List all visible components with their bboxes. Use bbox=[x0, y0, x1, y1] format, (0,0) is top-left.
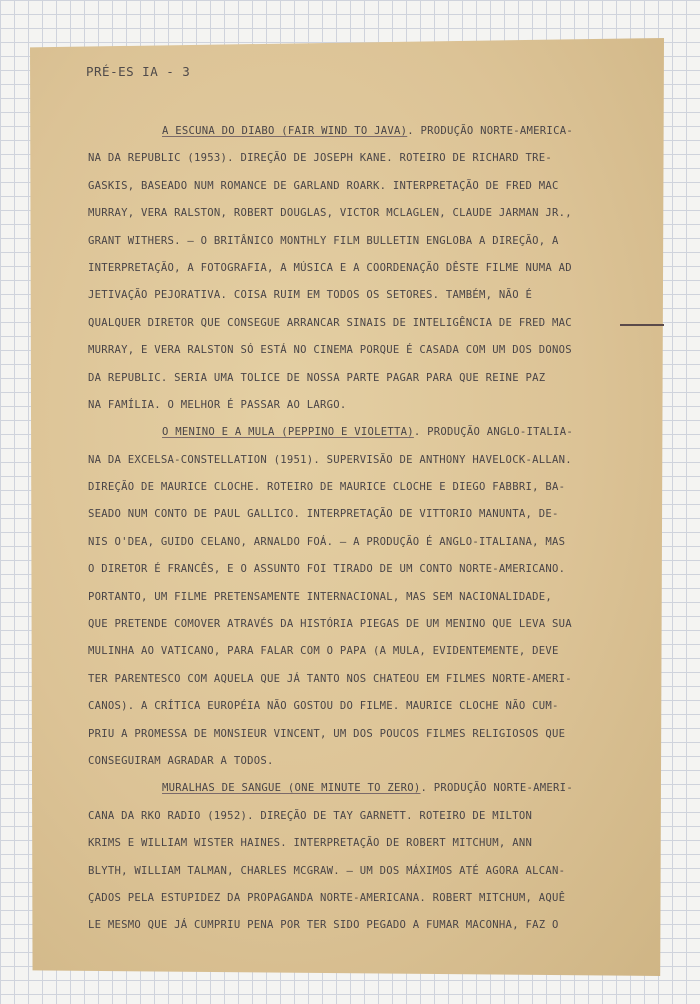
body-text-line bbox=[88, 803, 638, 830]
text-segment: BLYTH, WILLIAM TALMAN, CHARLES MCGRAW. — UM DOS MÁXIMOS ATÉ AGORA ALCAN- bbox=[88, 864, 566, 877]
text-segment: MULINHA AO VATICANO, PARA FALAR COM O PAPA (A MULA, EVIDENTEMENTE, DEVE bbox=[88, 645, 559, 658]
body-text-line bbox=[88, 556, 638, 583]
film-title: O MENINO E A MULA (PEPPINO E VIOLETTA) bbox=[162, 426, 414, 439]
text-segment: QUALQUER DIRETOR QUE CONSEGUE ARRANCAR SINAIS DE INTELIGÊNCIA DE FRED MAC bbox=[88, 316, 572, 329]
review-heading-line bbox=[88, 419, 638, 446]
page-header: PRÉ-ES IA - 3 bbox=[86, 64, 191, 79]
body-text-line bbox=[88, 584, 638, 611]
document-body bbox=[88, 118, 638, 940]
handwritten-strike-mark bbox=[620, 324, 664, 326]
body-text-line bbox=[88, 145, 638, 172]
text-segment: O DIRETOR É FRANCÊS, E O ASSUNTO FOI TIRADO DE UM CONTO NORTE-AMERICANO. bbox=[88, 563, 566, 576]
text-segment: GRANT WITHERS. — O BRITÂNICO MONTHLY FILM BULLETIN ENGLOBA A DIREÇÃO, A bbox=[88, 234, 559, 247]
body-text-line bbox=[88, 228, 638, 255]
text-segment: CANA DA RKO RADIO (1952). DIREÇÃO DE TAY GARNETT. ROTEIRO DE MILTON bbox=[88, 809, 533, 822]
text-segment: LE MESMO QUE JÁ CUMPRIU PENA POR TER SIDO PEGADO A FUMAR MACONHA, FAZ O bbox=[88, 919, 559, 932]
text-segment: . PRODUÇÃO ANGLO-ITALIA- bbox=[413, 426, 573, 439]
body-text-line bbox=[88, 447, 638, 474]
body-text-line bbox=[88, 858, 638, 885]
body-text-line bbox=[88, 365, 638, 392]
body-text-line bbox=[88, 912, 638, 939]
review-heading-line bbox=[88, 118, 638, 145]
body-text-line bbox=[88, 638, 638, 665]
body-text-line bbox=[88, 474, 638, 501]
text-segment: PORTANTO, UM FILME PRETENSAMENTE INTERNACIONAL, MAS SEM NACIONALIDADE, bbox=[88, 590, 552, 603]
body-text-line bbox=[88, 830, 638, 857]
body-text-line bbox=[88, 173, 638, 200]
text-segment: KRIMS E WILLIAM WISTER HAINES. INTERPRETAÇÃO DE ROBERT MITCHUM, ANN bbox=[88, 837, 533, 850]
text-segment: INTERPRETAÇÃO, A FOTOGRAFIA, A MÚSICA E A COORDENAÇÃO DÊSTE FILME NUMA AD bbox=[88, 261, 572, 274]
body-text-line bbox=[88, 885, 638, 912]
text-segment: NA FAMÍLIA. O MELHOR É PASSAR AO LARGO. bbox=[88, 398, 347, 411]
body-text-line bbox=[88, 310, 638, 337]
film-title: MURALHAS DE SANGUE (ONE MINUTE TO ZERO) bbox=[162, 782, 421, 795]
text-segment: MURRAY, VERA RALSTON, ROBERT DOUGLAS, VICTOR MCLAGLEN, CLAUDE JARMAN JR., bbox=[88, 207, 572, 220]
text-segment: DA REPUBLIC. SERIA UMA TOLICE DE NOSSA PARTE PAGAR PARA QUE REINE PAZ bbox=[88, 371, 546, 384]
body-text-line bbox=[88, 200, 638, 227]
body-text-line bbox=[88, 693, 638, 720]
body-text-line bbox=[88, 255, 638, 282]
text-segment: DIREÇÃO DE MAURICE CLOCHE. ROTEIRO DE MAURICE CLOCHE E DIEGO FABBRI, BA- bbox=[88, 481, 566, 494]
text-segment: NA DA EXCELSA-CONSTELLATION (1951). SUPERVISÃO DE ANTHONY HAVELOCK-ALLAN. bbox=[88, 453, 572, 466]
text-segment: MURRAY, E VERA RALSTON SÓ ESTÁ NO CINEMA PORQUE É CASADA COM UM DOS DONOS bbox=[88, 344, 572, 357]
text-segment: . PRODUÇÃO NORTE-AMERICA- bbox=[407, 125, 573, 137]
body-text-line bbox=[88, 501, 638, 528]
body-text-line bbox=[88, 721, 638, 748]
text-segment: TER PARENTESCO COM AQUELA QUE JÁ TANTO NOS CHATEOU EM FILMES NORTE-AMERI- bbox=[88, 672, 572, 685]
body-text-line bbox=[88, 529, 638, 556]
text-segment: . PRODUÇÃO NORTE-AMERI- bbox=[420, 782, 573, 795]
text-segment: CONSEGUIRAM AGRADAR A TODOS. bbox=[88, 754, 274, 767]
text-segment: NIS O'DEA, GUIDO CELANO, ARNALDO FOÁ. — A PRODUÇÃO É ANGLO-ITALIANA, MAS bbox=[88, 535, 566, 548]
body-text-line bbox=[88, 611, 638, 638]
film-title: A ESCUNA DO DIABO (FAIR WIND TO JAVA) bbox=[162, 125, 408, 137]
text-segment: QUE PRETENDE COMOVER ATRAVÉS DA HISTÓRIA PIEGAS DE UM MENINO QUE LEVA SUA bbox=[88, 618, 572, 631]
text-segment: SEADO NUM CONTO DE PAUL GALLICO. INTERPRETAÇÃO DE VITTORIO MANUNTA, DE- bbox=[88, 508, 559, 521]
text-segment: PRIU A PROMESSA DE MONSIEUR VINCENT, UM DOS POUCOS FILMES RELIGIOSOS QUE bbox=[88, 727, 566, 740]
text-segment: NA DA REPUBLIC (1953). DIREÇÃO DE JOSEPH KANE. ROTEIRO DE RICHARD TRE- bbox=[88, 152, 552, 165]
text-segment: ÇADOS PELA ESTUPIDEZ DA PROPAGANDA NORTE-AMERICANA. ROBERT MITCHUM, AQUÊ bbox=[88, 891, 566, 904]
text-segment: CANOS). A CRÍTICA EUROPÉIA NÃO GOSTOU DO FILME. MAURICE CLOCHE NÃO CUM- bbox=[88, 700, 559, 713]
body-text-line bbox=[88, 392, 638, 419]
text-segment: GASKIS, BASEADO NUM ROMANCE DE GARLAND ROARK. INTERPRETAÇÃO DE FRED MAC bbox=[88, 179, 559, 192]
text-segment: JETIVAÇÃO PEJORATIVA. COISA RUIM EM TODOS OS SETORES. TAMBÉM, NÃO É bbox=[88, 289, 533, 302]
body-text-line bbox=[88, 748, 638, 775]
body-text-line bbox=[88, 282, 638, 309]
body-text-line bbox=[88, 666, 638, 693]
review-heading-line bbox=[88, 775, 638, 802]
body-text-line bbox=[88, 337, 638, 364]
